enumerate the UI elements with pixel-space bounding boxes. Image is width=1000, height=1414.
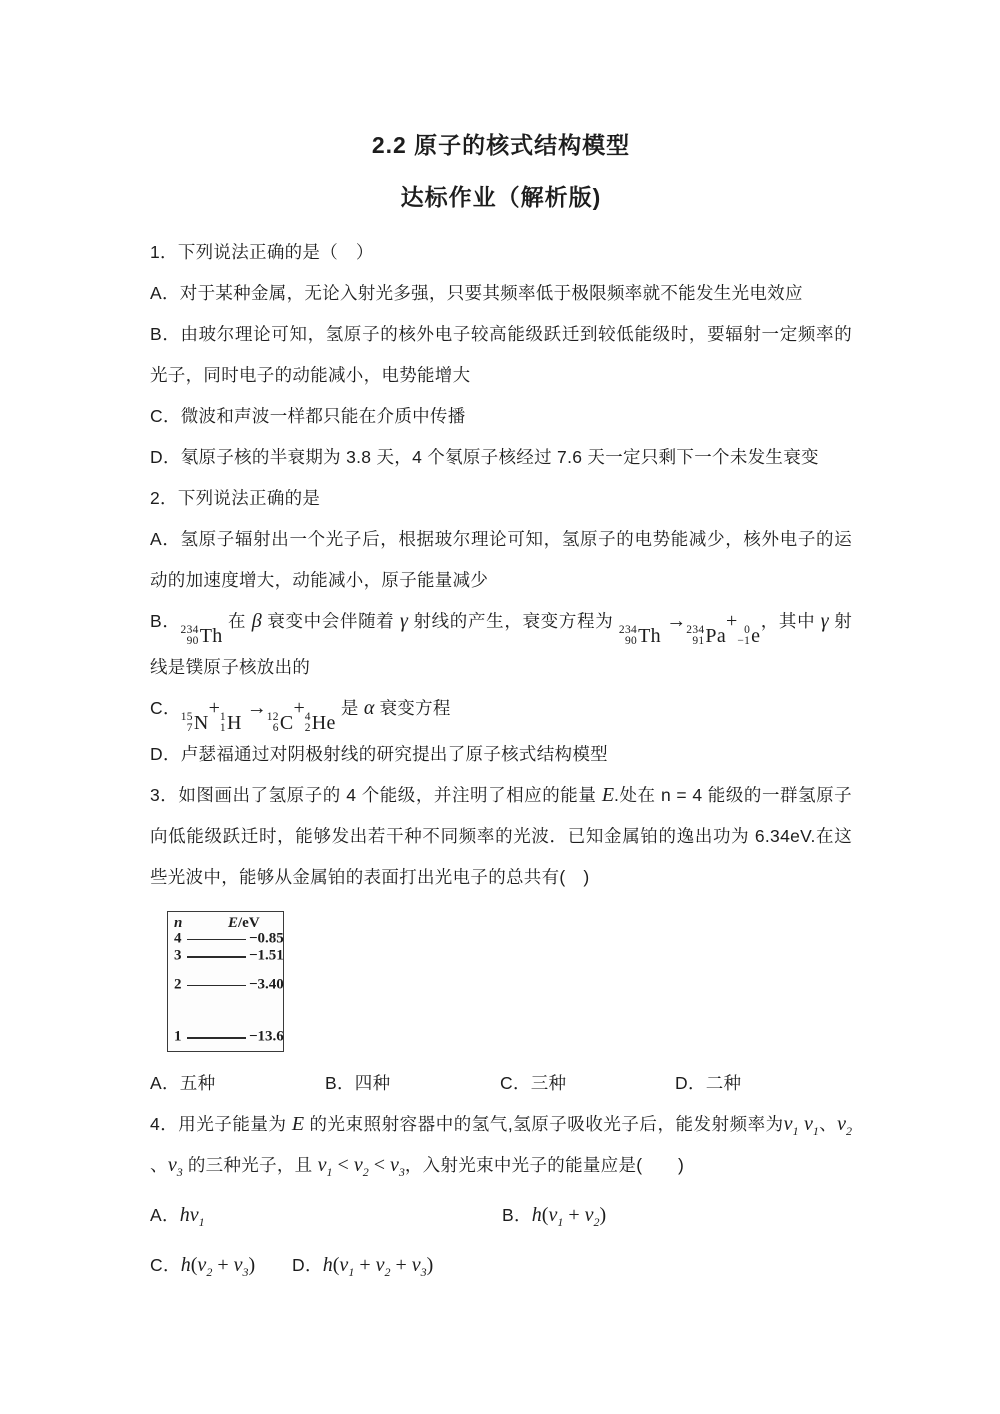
level-energy-value: −0.85 <box>249 930 284 947</box>
mass-number: 234 <box>686 624 705 636</box>
energy-symbol: E <box>228 915 239 931</box>
level-energy-value: −1.51 <box>249 947 284 964</box>
math-operator: + <box>390 1254 412 1276</box>
math-operator: ) <box>599 1204 607 1226</box>
element-symbol: Th <box>638 625 661 647</box>
mass-number: 1 <box>219 711 226 723</box>
math-variable: ν <box>375 1254 385 1276</box>
math-operator: ) <box>248 1254 256 1276</box>
text-run: .处在 n = 4 能级的一群氢原子向低能级跃迁时，能够发出若干种不同频率的光波．已知金属铂的逸出功为 6.34eV.在这些光波中，能够从金属铂的表面打出光电子的总共有( ) <box>150 785 852 887</box>
math-variable: γ <box>400 610 408 632</box>
nuclide-notation <box>181 712 209 734</box>
q2-option-a <box>150 519 852 601</box>
math-variable: ν <box>233 1254 243 1276</box>
level-line <box>187 939 246 940</box>
energy-unit: /eV <box>238 915 260 931</box>
document-body <box>150 232 852 1286</box>
math-variable: ν <box>353 1154 363 1176</box>
math-variable: β <box>251 610 262 632</box>
math-operator: + <box>354 1254 376 1276</box>
energy-level-diagram <box>167 911 284 1052</box>
q3-options <box>150 1063 852 1104</box>
atomic-number: −1 <box>737 635 751 647</box>
q4-options-row1 <box>150 1195 852 1236</box>
q3-stem <box>150 775 852 898</box>
nuclide-prescripts <box>686 625 704 647</box>
math-variable: ν <box>548 1204 558 1226</box>
text-run: A． <box>150 1205 180 1225</box>
option-item <box>150 1063 325 1104</box>
mass-number: 12 <box>266 711 279 723</box>
q2-option-b <box>150 601 852 688</box>
q2-stem <box>150 478 852 519</box>
math-operator: ( <box>190 1254 198 1276</box>
text-run: 4．用光子能量为 <box>150 1114 292 1134</box>
math-operator: + <box>726 610 738 632</box>
math-variable: α <box>363 697 375 719</box>
text-run: ，入射光束中光子的能量应是( ) <box>404 1155 685 1175</box>
text-run: 衰变中会伴随着 <box>261 611 401 631</box>
math-variable: ν <box>167 1154 177 1176</box>
q1-option-b <box>150 314 852 396</box>
math-variable: ν <box>411 1254 421 1276</box>
level-line <box>187 1037 246 1039</box>
nuclide-prescripts <box>181 625 199 647</box>
text-run: 的光束照射容器中的氢气,氢原子吸收光子后，能发射频率为 <box>304 1114 784 1134</box>
text-run: 的三种光子，且 <box>182 1155 318 1175</box>
level-line <box>187 985 246 986</box>
text-run: 、 <box>818 1114 838 1134</box>
text-run: 是 <box>335 698 364 718</box>
math-variable: ν <box>317 1154 327 1176</box>
text-run: D．二种 <box>675 1073 742 1093</box>
atomic-number: 90 <box>186 635 199 647</box>
option-item: C．h(ν2 + ν3) <box>150 1254 256 1279</box>
atomic-number: 1 <box>219 722 226 734</box>
nuclide-prescripts <box>737 625 750 647</box>
energy-level-row <box>168 974 283 996</box>
math-variable: E <box>291 1113 305 1135</box>
math-variable: ν <box>389 1154 399 1176</box>
element-symbol: H <box>226 712 242 734</box>
math-variable: ν <box>339 1254 349 1276</box>
atomic-number: 2 <box>304 722 311 734</box>
level-energy-value: −3.40 <box>249 976 284 993</box>
level-energy-value: −13.6 <box>249 1028 284 1045</box>
text-run: B． <box>150 611 181 631</box>
math-operator: + <box>293 697 305 719</box>
text-run: D． <box>292 1255 323 1275</box>
q2-option-c <box>150 688 852 734</box>
level-number-label: 3 <box>174 947 182 964</box>
q4-options-row2 <box>150 1245 852 1286</box>
math-operator: < <box>368 1154 390 1176</box>
nuclide-prescripts <box>305 712 311 734</box>
math-operator: → <box>241 697 267 719</box>
text-run: B． <box>502 1205 532 1225</box>
atomic-number: 90 <box>624 635 638 647</box>
mass-number: 234 <box>180 624 199 636</box>
math-operator: → <box>660 610 687 632</box>
q2-option-d <box>150 734 852 775</box>
nuclide-prescripts <box>181 712 193 734</box>
math-variable: ν <box>584 1204 594 1226</box>
math-variable: hν <box>179 1204 199 1226</box>
document-subtitle: 达标作业（解析版) <box>400 184 602 210</box>
nuclide-notation <box>686 625 726 647</box>
math-variable: ν <box>803 1113 813 1135</box>
math-variable: γ <box>820 610 829 632</box>
text-run: 衰变方程 <box>374 698 451 718</box>
text-run: 射线的产生，衰变方程为 <box>407 611 619 631</box>
text-run: 1．下列说法正确的是（ ） <box>150 242 374 262</box>
element-symbol: N <box>193 712 209 734</box>
nuclide-notation <box>619 625 661 647</box>
level-number-label: 4 <box>174 930 182 947</box>
nuclide-notation <box>305 712 336 734</box>
text-run: B．四种 <box>325 1073 391 1093</box>
q1-stem <box>150 232 852 273</box>
nuclide-notation <box>737 625 760 647</box>
math-variable: h <box>531 1204 542 1226</box>
element-symbol: Th <box>199 625 223 647</box>
q1-option-a <box>150 273 852 314</box>
math-operator: ( <box>541 1204 549 1226</box>
element-symbol: e <box>751 625 761 647</box>
option-item: B．h(ν1 + ν2) <box>502 1204 607 1229</box>
level-number-label: 1 <box>174 1028 182 1045</box>
text-run: A．五种 <box>150 1073 216 1093</box>
diagram-column-n-label: n <box>174 915 183 931</box>
text-run: A．对于某种金属，无论入射光多强，只要其频率低于极限频率就不能发生光电效应 <box>150 283 803 303</box>
option-item <box>325 1063 500 1104</box>
math-variable: E <box>601 784 615 806</box>
element-symbol: C <box>279 712 294 734</box>
text-run: ，其中 <box>760 611 821 631</box>
option-item <box>500 1063 675 1104</box>
option-item <box>675 1063 741 1104</box>
text-run: 在 <box>222 611 252 631</box>
math-variable: h <box>180 1254 191 1276</box>
math-variable: h <box>322 1254 333 1276</box>
math-operator: + <box>208 697 220 719</box>
text-run: C．三种 <box>500 1073 567 1093</box>
text-run: 3．如图画出了氢原子的 4 个能级，并注明了相应的能量 <box>150 785 602 805</box>
mass-number: 4 <box>304 711 311 723</box>
text-run: 射线是镤原子核放出的 <box>150 611 853 677</box>
math-operator: ( <box>332 1254 340 1276</box>
text-run: C． <box>150 1255 181 1275</box>
math-operator: ) <box>426 1254 434 1276</box>
text-run: D．氡原子核的半衰期为 3.8 天，4 个氡原子核经过 7.6 天一定只剩下一个未发生衰变 <box>150 447 819 467</box>
text-run: 、 <box>150 1155 168 1175</box>
text-run: D．卢瑟福通过对阴极射线的研究提出了原子核式结构模型 <box>150 744 608 764</box>
math-variable: ν <box>783 1113 793 1135</box>
energy-level-row <box>168 945 283 967</box>
math-operator: + <box>212 1254 234 1276</box>
text-run: B．由玻尔理论可知，氢原子的核外电子较高能级跃迁到较低能级时，要辐射一定频率的光子，同时电子的动能减小，电势能增大 <box>150 324 852 385</box>
nuclide-notation <box>181 625 223 647</box>
math-variable: ν <box>197 1254 207 1276</box>
atomic-number: 7 <box>186 722 193 734</box>
mass-number: 234 <box>618 624 638 636</box>
q1-option-c <box>150 396 852 437</box>
mass-number: 15 <box>180 711 193 723</box>
math-operator: + <box>563 1204 585 1226</box>
nuclide-notation <box>267 712 294 734</box>
text-run: 2．下列说法正确的是 <box>150 488 321 508</box>
text-run: C．微波和声波一样都只能在介质中传播 <box>150 406 466 426</box>
math-variable: ν <box>837 1113 847 1135</box>
mass-number: 0 <box>744 624 751 636</box>
option-item: D．h(ν1 + ν2 + ν3) <box>292 1254 434 1279</box>
option-item: A．hν1 <box>150 1204 205 1229</box>
atomic-number: 6 <box>272 722 279 734</box>
level-line <box>187 956 246 958</box>
document-title: 2.2 原子的核式结构模型 <box>371 132 631 158</box>
atomic-number: 91 <box>692 635 705 647</box>
energy-level-row <box>168 1026 283 1048</box>
nuclide-prescripts <box>619 625 637 647</box>
text-run: A．氢原子辐射出一个光子后，根据玻尔理论可知，氢原子的电势能减少，核外电子的运动的加速度增大，动能减小，原子能量减少 <box>150 529 852 590</box>
q4-stem: 4．用光子能量为 E 的光束照射容器中的氢气,氢原子吸收光子后，能发射频率为ν1 ν1、ν2、ν3 的三种光子，且 ν1 < ν2 < ν3，入射光束中光子的能量应是( ) <box>150 1113 853 1179</box>
math-operator: < <box>332 1154 354 1176</box>
q1-option-d <box>150 437 852 478</box>
level-number-label: 2 <box>174 976 182 993</box>
nuclide-notation <box>220 712 242 734</box>
element-symbol: Pa <box>705 625 727 647</box>
nuclide-prescripts <box>220 712 226 734</box>
text-run: C． <box>150 698 181 718</box>
nuclide-prescripts <box>267 712 279 734</box>
element-symbol: He <box>311 712 336 734</box>
